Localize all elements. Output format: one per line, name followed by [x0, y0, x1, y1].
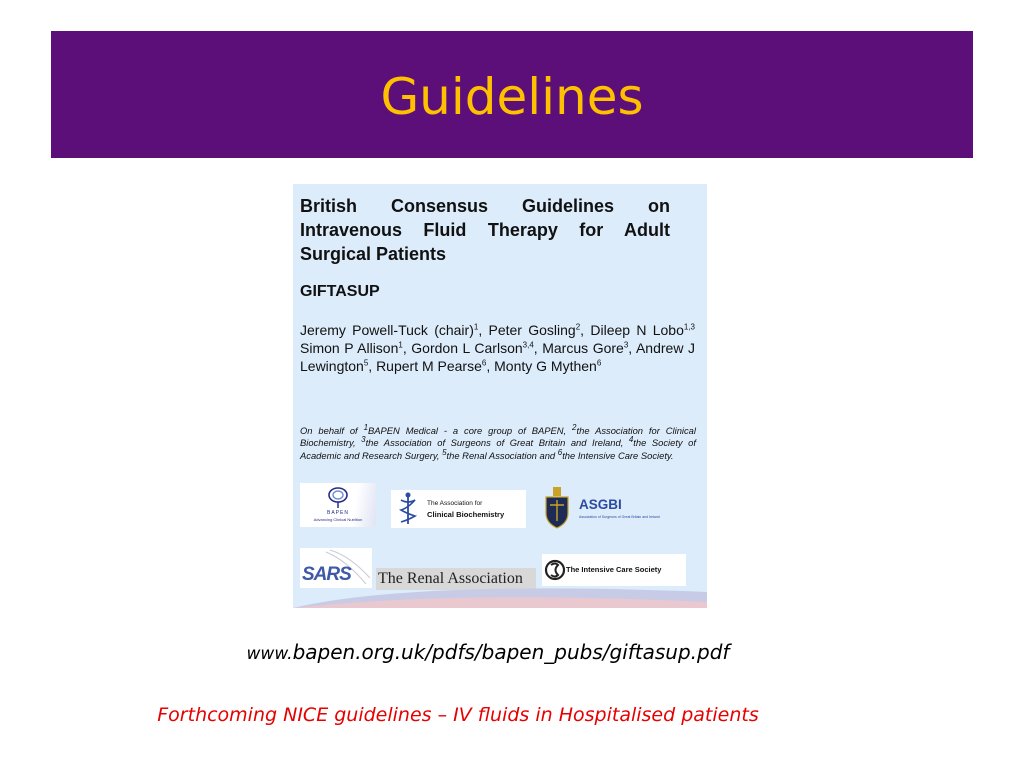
- affiliations-intro: On behalf of: [300, 425, 364, 436]
- sars-logo-name: SARS: [302, 564, 351, 585]
- affiliation-text: the Intensive Care Society.: [562, 449, 674, 461]
- affiliation-number: 6: [557, 447, 563, 457]
- affiliation-number: 4: [628, 435, 634, 445]
- affiliation-text: BAPEN Medical - a core group of BAPEN,: [368, 425, 573, 436]
- document-title: British Consensus Guidelines on Intravenous Fluid Therapy for Adult Surgical Patients: [300, 196, 670, 264]
- author-affiliation-number: 6: [481, 358, 487, 368]
- author-affiliation-number: 6: [596, 358, 602, 368]
- acb-logo: [391, 490, 526, 528]
- author-name: Peter Gosling: [488, 322, 576, 338]
- renal-association-name: The Renal Association: [378, 570, 523, 587]
- author-affiliation-number: 3,4: [522, 340, 534, 350]
- author-name: Simon P Allison: [300, 340, 399, 356]
- ics-logo-name: The Intensive Care Society: [566, 565, 662, 574]
- author-affiliation-number: 3: [623, 340, 629, 350]
- document-subtitle: GIFTASUP: [300, 283, 380, 300]
- author-name: Jeremy Powell-Tuck (chair): [300, 322, 474, 338]
- author-name: Rupert M Pearse: [376, 358, 482, 374]
- author-affiliation-number: 2: [575, 322, 581, 332]
- acb-logo-line1: The Association for: [427, 500, 483, 507]
- author-name: Gordon L Carlson: [411, 340, 523, 356]
- bapen-logo-name: BAPEN: [327, 510, 349, 516]
- affiliation-number: 1: [363, 422, 369, 432]
- asgbi-logo: [539, 485, 681, 531]
- author-name: Monty G Mythen: [494, 358, 597, 374]
- author-affiliation-number: 1,3: [683, 322, 695, 332]
- document-authors: Jeremy Powell-Tuck (chair)$^1$, Peter Gosling$^2$, Dileep N Lobo$^{1,3}$ Simon P Allison$^1$, Gordon L Carlson$^{3,4}$, Marcus Gore$^3$, Andrew J Lewington$^5$, Rupert M Pearse$^6$, Monty G Mythen$^6$: [300, 322, 696, 374]
- acb-logo-line2: Clinical Biochemistry: [427, 510, 505, 519]
- author-name: Dileep N Lobo: [590, 322, 684, 338]
- asgbi-logo-name: ASGBI: [579, 497, 622, 512]
- author-name: Andrew J Lewington: [300, 340, 696, 374]
- guideline-document-image: [293, 184, 707, 608]
- bapen-logo: [300, 483, 376, 527]
- affiliation-text: the Society of Academic and Research Surgery,: [300, 437, 696, 461]
- affiliation-text: the Association of Surgeons of Great Britain and Ireland,: [365, 437, 629, 449]
- slide-title: Guidelines: [380, 68, 644, 126]
- document-footer-swoosh: [293, 578, 707, 608]
- document-affiliations: [300, 422, 696, 462]
- author-name: Marcus Gore: [542, 340, 624, 356]
- url-prefix: www.: [246, 644, 293, 664]
- url-path: bapen.org.uk/pdfs/bapen_pubs/giftasup.pdf: [292, 640, 730, 664]
- coat-of-arms-icon: [539, 485, 575, 531]
- affiliation-number: 3: [361, 435, 366, 445]
- author-affiliation-number: 5: [363, 358, 369, 368]
- affiliation-number: 2: [572, 422, 577, 432]
- asgbi-logo-fullname: Association of Surgeons of Great Britain and Ireland: [579, 515, 660, 519]
- affiliation-text: the Association for Clinical Biochemistry,: [300, 425, 696, 449]
- forthcoming-nice-guidelines: Forthcoming NICE guidelines – IV fluids in Hospitalised patients: [157, 704, 759, 726]
- author-affiliation-number: 1: [398, 340, 403, 350]
- giftasup-url[interactable]: [0, 640, 976, 664]
- affiliation-number: 5: [442, 447, 447, 457]
- affiliation-text: the Renal Association and: [446, 449, 558, 461]
- author-affiliation-number: 1: [473, 322, 479, 332]
- caduceus-icon: [391, 490, 425, 528]
- bapen-logo-tagline: Advancing Clinical Nutrition: [313, 517, 363, 522]
